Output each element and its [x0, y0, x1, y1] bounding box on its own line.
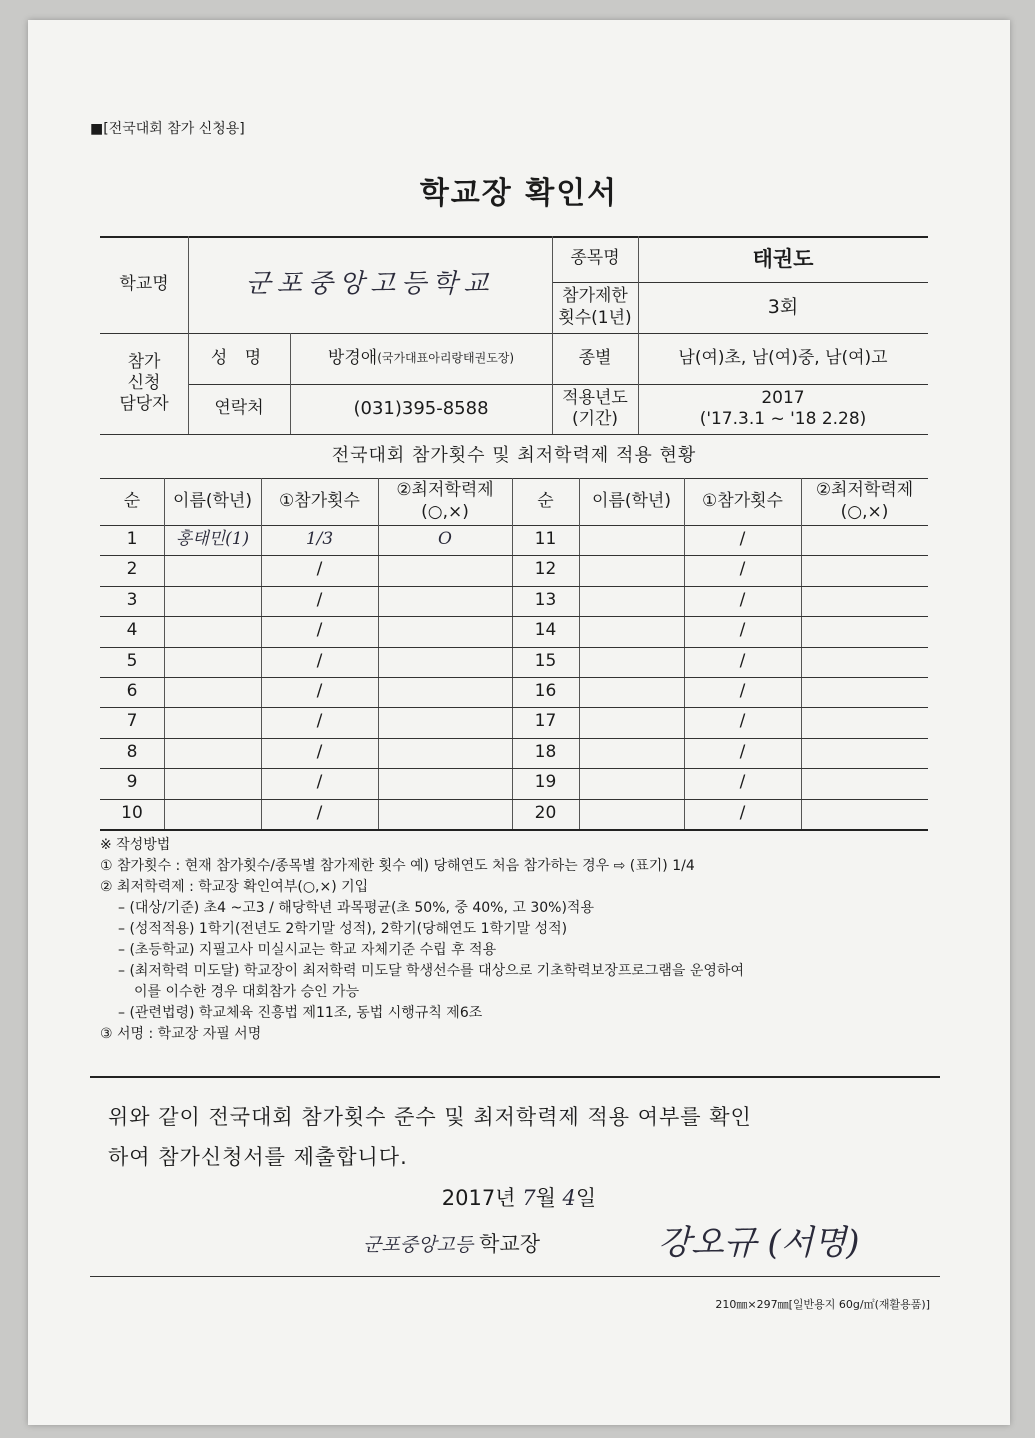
writing-instructions — [100, 835, 960, 1045]
header-name-left: 이름(학년) — [173, 490, 252, 511]
header-no-right: 순 — [537, 490, 554, 511]
date-day: 4 — [562, 1186, 576, 1210]
paper-spec: 210㎜×297㎜[일반용지 60g/㎡(재활용품)] — [715, 1298, 930, 1311]
min-academic — [378, 555, 512, 585]
min-academic — [801, 616, 928, 646]
row-number: 16 — [534, 681, 557, 702]
participation-count: / — [739, 651, 746, 672]
header-min-left: ②최저학력제 (○,×) — [396, 480, 494, 522]
min-academic: O — [438, 529, 452, 550]
student-name — [579, 555, 684, 585]
header-count-left: ①참가횟수 — [279, 490, 360, 511]
student-name — [579, 738, 684, 768]
principal-school: 군포중앙고등 — [363, 1234, 474, 1256]
row-number: 18 — [534, 742, 557, 763]
participation-count: / — [316, 559, 323, 580]
row-number: 10 — [121, 803, 143, 824]
student-name — [579, 525, 684, 555]
note-line: – (최저학력 미도달) 학교장이 최저학력 미도달 학생선수를 대상으로 기초학력보장프로그램을 운영하여 — [118, 963, 744, 979]
participation-count: / — [316, 590, 323, 611]
participation-count: / — [739, 803, 746, 824]
submission-date — [28, 1182, 1010, 1212]
participation-count: / — [739, 711, 746, 732]
notes-heading: ※ 작성방법 — [100, 837, 171, 853]
participation-count: / — [739, 590, 746, 611]
limit-label: 참가제한 횟수(1년) — [558, 286, 632, 328]
confirmation-line-2: 하여 참가신청서를 제출합니다. — [108, 1145, 408, 1169]
student-name — [164, 647, 261, 677]
principal-line — [363, 1228, 540, 1258]
status-table-title: 전국대회 참가횟수 및 최저학력제 적용 현황 — [331, 444, 697, 466]
min-academic — [801, 707, 928, 737]
student-name — [579, 647, 684, 677]
participation-count: / — [739, 772, 746, 793]
participation-count: / — [316, 711, 323, 732]
category-value: 남(여)초, 남(여)중, 남(여)고 — [678, 347, 888, 368]
header-min-right: ②최저학력제 (○,×) — [815, 480, 914, 522]
row-number: 13 — [534, 590, 557, 611]
min-academic — [801, 768, 928, 798]
participation-count: / — [739, 742, 746, 763]
header-name-right: 이름(학년) — [592, 490, 671, 511]
note-line: – (초등학교) 지필고사 미실시교는 학교 자체기준 수립 후 적용 — [118, 942, 497, 958]
applicant-affiliation: (국가대표아리랑태권도장) — [377, 351, 515, 365]
student-name — [579, 799, 684, 829]
student-name — [164, 707, 261, 737]
min-academic — [801, 799, 928, 829]
contact-label: 연락처 — [214, 398, 264, 419]
min-academic — [378, 647, 512, 677]
min-academic — [378, 586, 512, 616]
min-academic — [378, 707, 512, 737]
student-name — [579, 768, 684, 798]
year-period: ('17.3.1 ~ '18 2.28) — [699, 409, 867, 429]
row-number: 8 — [126, 742, 138, 763]
min-academic — [801, 738, 928, 768]
applicant-label: 참가 신청 담당자 — [119, 351, 169, 415]
contact-value: (031)395-8588 — [353, 397, 489, 419]
student-name — [164, 616, 261, 646]
participation-count: / — [739, 559, 746, 580]
participation-count: / — [739, 620, 746, 641]
participation-count: / — [316, 742, 323, 763]
student-name — [579, 586, 684, 616]
confirmation-line-1: 위와 같이 전국대회 참가횟수 준수 및 최저학력제 적용 여부를 확인 — [108, 1105, 752, 1129]
min-academic — [801, 525, 928, 555]
note-line: ② 최저학력제 : 학교장 확인여부(○,×) 기입 — [100, 879, 369, 895]
row-number: 3 — [126, 590, 138, 611]
row-number: 5 — [126, 651, 138, 672]
year-value: 2017 — [761, 387, 805, 408]
principal-label: 학교장 — [479, 1232, 540, 1256]
year-label: 적용년도 (기간) — [562, 387, 628, 429]
note-line: ③ 서명 : 학교장 자필 서명 — [100, 1026, 262, 1042]
event-value: 태권도 — [752, 246, 814, 271]
note-line: ① 참가횟수 : 현재 참가횟수/종목별 참가제한 횟수 예) 당해연도 처음 참가하는 경우 ⇨ (표기) 1/4 — [100, 858, 695, 874]
student-name — [164, 799, 261, 829]
row-number: 7 — [126, 711, 138, 732]
row-number: 1 — [126, 529, 138, 550]
participation-count: / — [316, 620, 323, 641]
student-name — [579, 707, 684, 737]
min-academic — [801, 555, 928, 585]
participation-count: / — [316, 651, 323, 672]
student-name — [164, 768, 261, 798]
participation-count: / — [316, 803, 323, 824]
row-number: 12 — [534, 559, 557, 580]
participation-count: / — [316, 772, 323, 793]
document-page — [28, 20, 1010, 1425]
principal-signature: 강오규 (서명) — [658, 1223, 860, 1263]
note-line: – (성적적용) 1학기(전년도 2학기말 성적), 2학기(당해연도 1학기말 성적) — [118, 921, 568, 937]
row-number: 6 — [126, 681, 138, 702]
row-number: 2 — [126, 559, 138, 580]
category-label: 종별 — [578, 347, 612, 368]
row-number: 14 — [534, 620, 557, 641]
month-unit: 월 — [535, 1186, 556, 1210]
row-number: 20 — [534, 803, 557, 824]
participation-count: / — [316, 681, 323, 702]
participation-count: 1/3 — [305, 529, 334, 550]
row-number: 19 — [534, 772, 557, 793]
participation-count: / — [739, 681, 746, 702]
student-name — [164, 738, 261, 768]
student-name — [164, 677, 261, 707]
document-title: 학교장 확인서 — [419, 176, 619, 211]
min-academic — [801, 677, 928, 707]
participation-count: / — [739, 529, 746, 550]
header-count-right: ①참가횟수 — [702, 490, 783, 511]
day-unit: 일 — [575, 1186, 597, 1210]
document-tag: ■[전국대회 참가 신청용] — [90, 121, 245, 137]
event-label: 종목명 — [570, 248, 620, 269]
min-academic — [801, 647, 928, 677]
date-month: 7 — [522, 1186, 536, 1210]
student-name — [579, 677, 684, 707]
limit-value: 3회 — [767, 295, 799, 318]
row-number: 15 — [534, 651, 557, 672]
min-academic — [378, 677, 512, 707]
note-line: – (대상/기준) 초4 ~고3 / 해당학년 과목평균(초 50%, 중 40%, 고 30%)적용 — [118, 900, 594, 916]
note-line: 이를 이수한 경우 대회참가 승인 가능 — [134, 984, 360, 1000]
student-name — [164, 555, 261, 585]
name-label: 성 명 — [210, 347, 268, 368]
header-no-left: 순 — [123, 490, 141, 511]
date-year: 2017년 — [441, 1186, 516, 1210]
min-academic — [378, 799, 512, 829]
min-academic — [378, 616, 512, 646]
school-name-label: 학교명 — [119, 273, 169, 294]
applicant-name — [290, 333, 552, 384]
student-name — [164, 586, 261, 616]
student-name: 홍태민(1) — [175, 529, 250, 550]
min-academic — [378, 768, 512, 798]
year-value-cell — [638, 384, 928, 434]
row-number: 11 — [534, 529, 557, 550]
row-number: 17 — [534, 711, 557, 732]
min-academic — [801, 586, 928, 616]
note-line: – (관련법령) 학교체육 진흥법 제11조, 동법 시행규칙 제6조 — [118, 1005, 483, 1021]
min-academic — [378, 738, 512, 768]
student-name — [579, 616, 684, 646]
row-number: 4 — [126, 620, 138, 641]
school-name-value: 군포중앙고등학교 — [245, 269, 495, 300]
row-number: 9 — [126, 772, 138, 793]
applicant-name-value: 방경애 — [327, 347, 378, 368]
